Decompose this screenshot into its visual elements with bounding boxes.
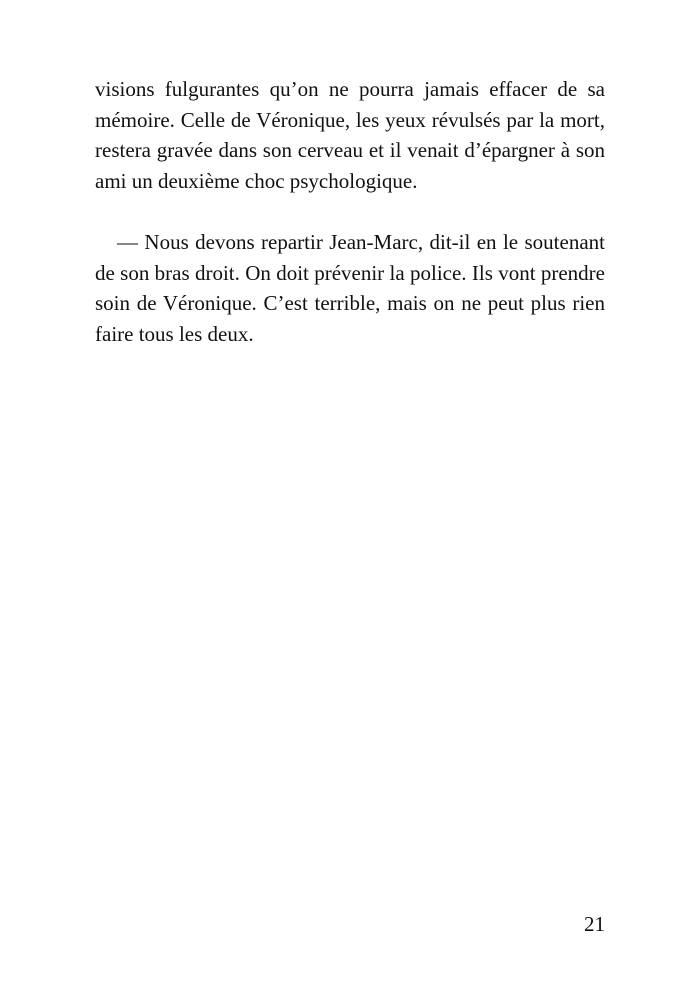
body-text (95, 74, 605, 350)
paragraph-2: — Nous devons repartir Jean-Marc, dit-il en le soutenant de son bras droit. On doit prévenir la police. Ils vont prendre soin de Véronique. C’est terrible, mais on ne peut plus rien faire tous les deux. (95, 229, 605, 346)
paragraph-1: visions fulgurantes qu’on ne pourra jamais effacer de sa mémoire. Celle de Véronique, les yeux révulsés par la mort, restera gravée dans son cerveau et il venait d’épargner à son ami un deuxième choc psychologique. (95, 77, 605, 194)
page-number: 21 (584, 912, 605, 936)
